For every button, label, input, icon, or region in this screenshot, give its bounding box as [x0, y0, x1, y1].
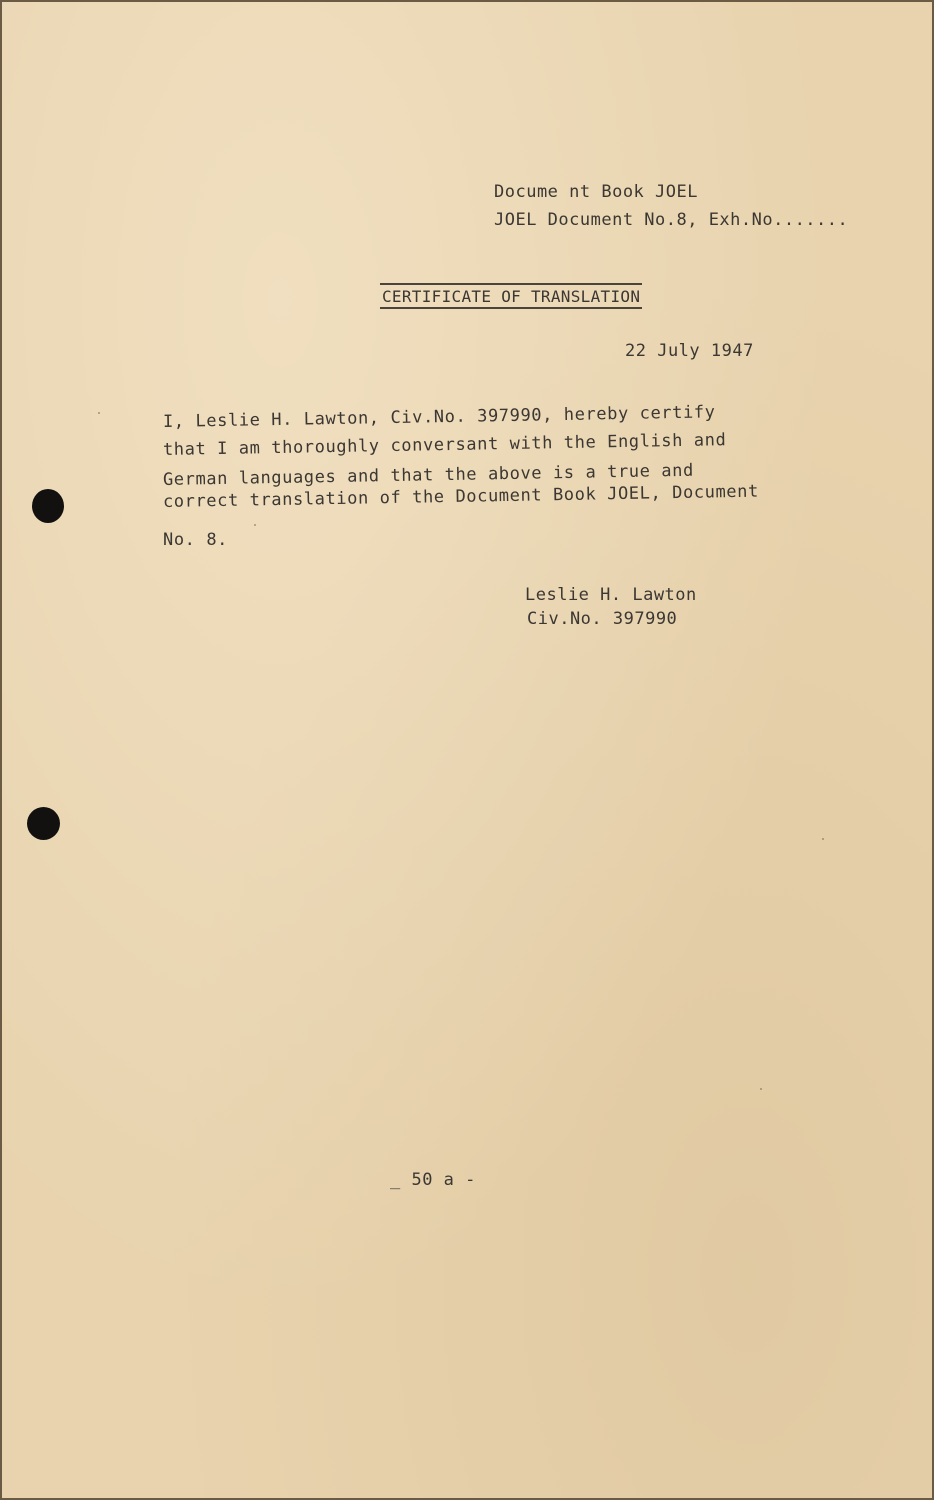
paper-speck — [254, 524, 256, 526]
certificate-title: CERTIFICATE OF TRANSLATION — [380, 283, 642, 309]
page-number: _ 50 a - — [390, 1170, 476, 1190]
certification-text-line: No. 8. — [163, 530, 229, 550]
certificate-date: 22 July 1947 — [625, 341, 754, 361]
certification-text-line: I, Leslie H. Lawton, Civ.No. 397990, hereby certify — [162, 402, 716, 432]
certification-text-line: that I am thoroughly conversant with the English and — [162, 430, 727, 460]
punch-hole — [32, 489, 64, 523]
certification-text-line: correct translation of the Document Book JOEL, Document — [162, 481, 759, 512]
punch-hole — [27, 807, 60, 840]
document-exhibit-reference: JOEL Document No.8, Exh.No....... — [494, 210, 849, 230]
translator-name: Leslie H. Lawton — [525, 585, 697, 605]
paper-speck — [760, 1088, 762, 1090]
paper-speck — [98, 412, 100, 414]
translator-civ-number: Civ.No. 397990 — [527, 609, 678, 629]
paper-speck — [822, 838, 824, 840]
document-book-reference: Docume nt Book JOEL — [494, 182, 698, 202]
certification-text-line: German languages and that the above is a true and — [162, 460, 695, 490]
